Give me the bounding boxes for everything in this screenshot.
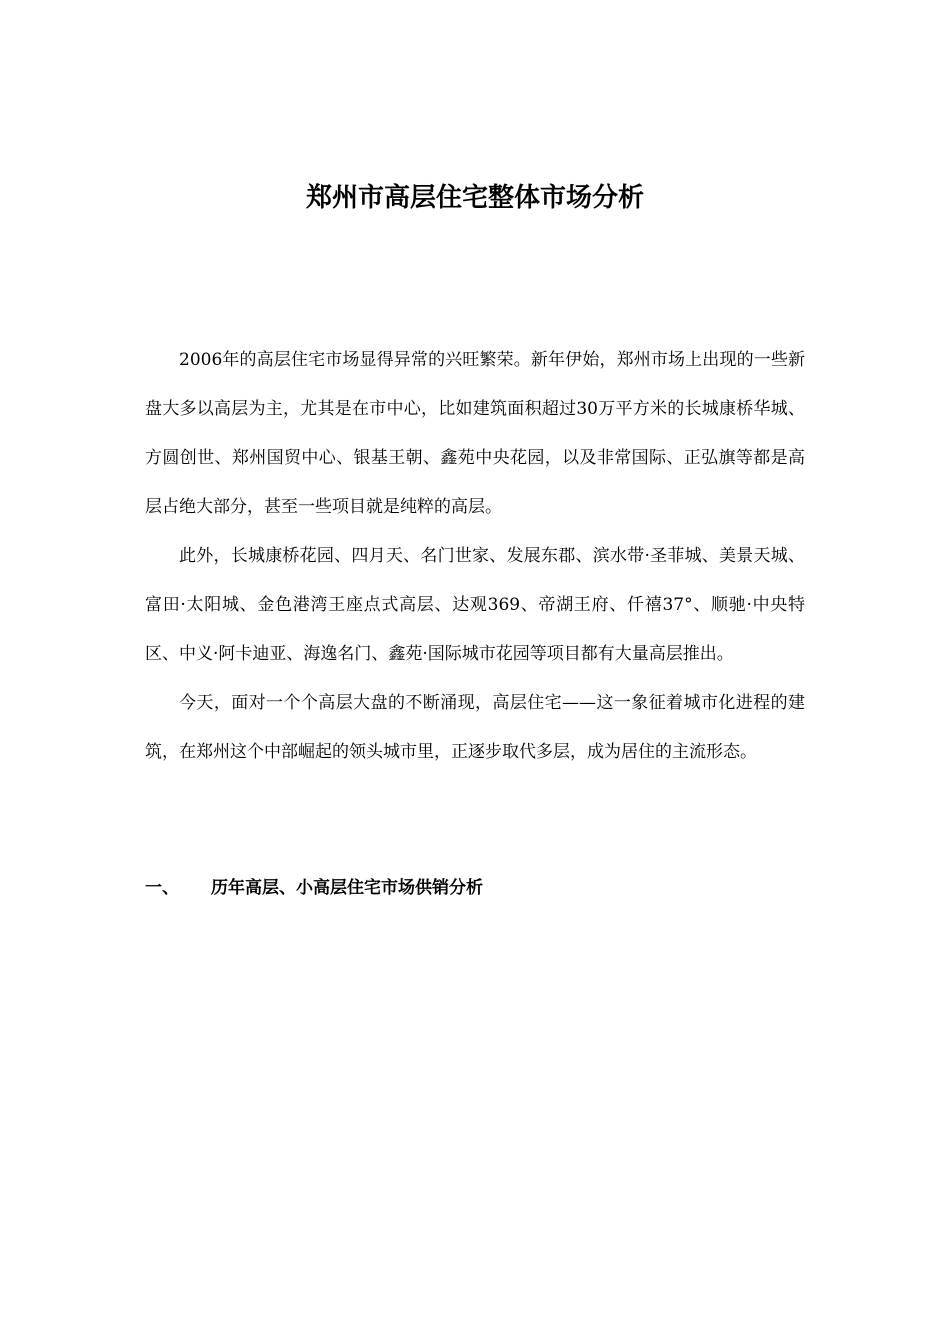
paragraph-conclusion: 今天，面对一个个高层大盘的不断涌现，高层住宅——这一象征着城市化进程的建筑，在郑州这个中部崛起的领头城市里，正逐步取代多层，成为居住的主流形态。 <box>145 693 805 762</box>
section-number: 一、 <box>145 878 179 898</box>
document-title: 郑州市高层住宅整体市场分析 <box>305 183 644 213</box>
document-body <box>145 336 805 777</box>
paragraph-intro: 2006年的高层住宅市场显得异常的兴旺繁荣。新年伊始，郑州市场上出现的一些新盘大多以高层为主，尤其是在市中心，比如建筑面积超过30万平方米的长城康桥华城、方圆创世、郑州国贸中心、银基王朝、鑫苑中央花园，以及非常国际、正弘旗等都是高层占绝大部分，甚至一些项目就是纯粹的高层。 <box>145 350 805 517</box>
section-heading <box>145 873 805 903</box>
section-title: 历年高层、小高层住宅市场供销分析 <box>211 878 483 898</box>
paragraph-project-list: 此外，长城康桥花园、四月天、名门世家、发展东郡、滨水带·圣菲城、美景天城、富田·太阳城、金色港湾王座点式高层、达观369、帝湖王府、仟禧37°、顺驰·中央特区、中义·阿卡迪亚、海逸名门、鑫苑·国际城市花园等项目都有大量高层推出。 <box>145 546 805 664</box>
